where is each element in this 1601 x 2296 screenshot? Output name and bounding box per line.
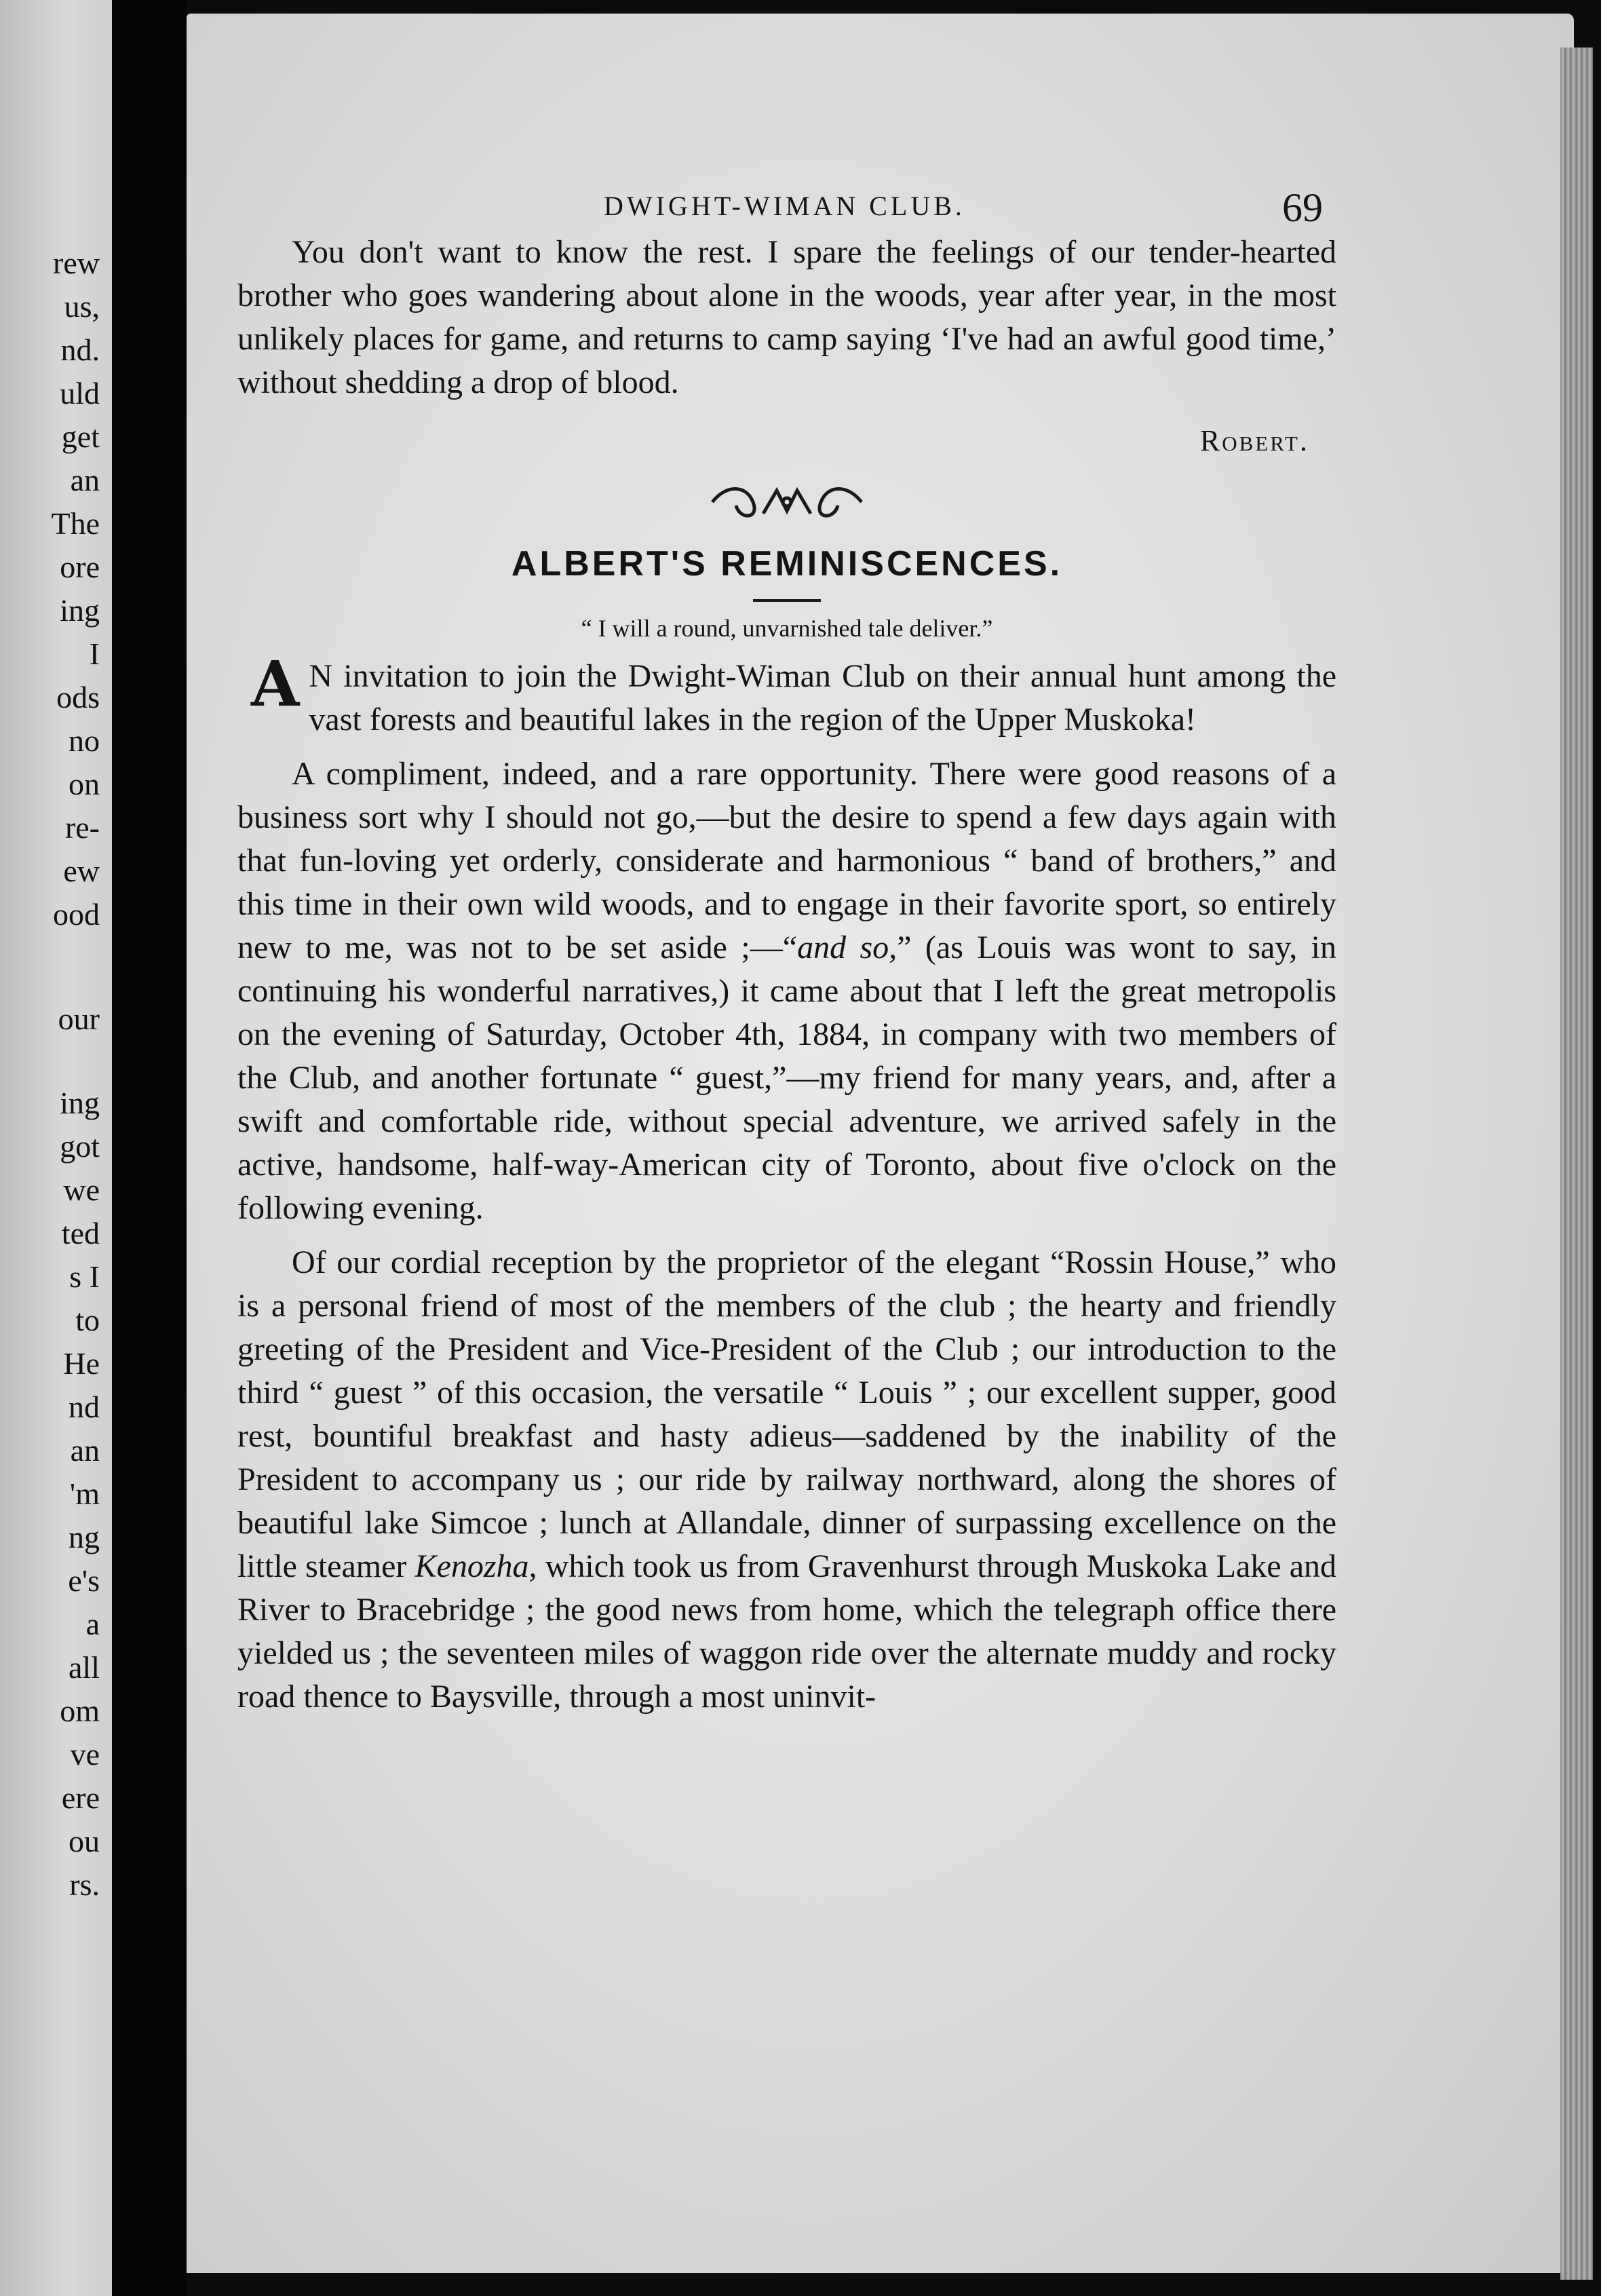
facing-page-fragment: ods	[56, 680, 100, 714]
page-content	[237, 170, 1336, 1719]
facing-page-fragment: get	[61, 419, 100, 454]
facing-page-fragment: a	[85, 1607, 100, 1641]
paragraph-3-text-a: Of our cordial reception by the proprietor of the elegant “Rossin House,” who is a personal friend of most of the members of the club ; the hearty and friendly greeting of the President and Vice-President of the Club ; our introduction to the third “ guest ” of this occasion, the versatile “ Louis ” ; our excellent supper, good rest, bountiful breakfast and hasty adieus—saddened by the inability of the President to accompany us ; our ride by railway northward, along the shores of beautiful lake Simcoe ; lunch at Allandale, dinner of surpassing excellence on the little steamer	[237, 1244, 1336, 1584]
drop-cap: A	[251, 647, 300, 721]
facing-page-fragment: we	[63, 1172, 100, 1207]
facing-page-fragment: om	[60, 1694, 100, 1728]
page-edge	[1560, 47, 1593, 2280]
facing-page-fragment: our	[58, 1001, 100, 1036]
facing-page-fragment: no	[69, 723, 100, 758]
facing-page-fragment: ing	[60, 593, 100, 628]
facing-page-fragment: all	[69, 1650, 100, 1685]
paragraph-3-text-b: which took us from Gravenhurst through Muskoka Lake and River to Bracebridge ; the good news from home, which the telegraph office there yielded us ; the seventeen miles of waggon ride over the alternate muddy and rocky road thence to Baysville, through a most uninvit-	[237, 1548, 1337, 1715]
facing-page-fragment: ted	[61, 1216, 100, 1250]
book-gutter	[112, 0, 187, 2296]
facing-page-fragment: rs.	[69, 1867, 100, 1902]
facing-page-fragment: rew	[53, 246, 100, 280]
facing-page-fragment: on	[69, 767, 100, 801]
title-rule	[753, 599, 821, 602]
facing-page-fragment: ou	[69, 1824, 100, 1858]
facing-page-fragment: ing	[60, 1086, 100, 1120]
facing-page-fragment: ood	[53, 897, 100, 932]
facing-page-fragment: The	[51, 506, 100, 541]
facing-page-fragment: us,	[64, 289, 100, 324]
facing-page-fragment: I	[89, 636, 100, 671]
page-number: 69	[1282, 185, 1323, 230]
running-title: DWIGHT-WIMAN CLUB.	[604, 191, 965, 221]
facing-page-fragment: ve	[70, 1737, 100, 1772]
paragraph-3-italic: Kenozha,	[414, 1548, 537, 1584]
paragraph-2-text-a: A compliment, indeed, and a rare opportunity. There were good reasons of a business sort why I should not go,—but the desire to spend a few days again with that fun-loving yet orderly, considerate and harmonious “ band of brothers,” and this time in their own wild woods, and to engage in their favorite sport, so entirely new to me, was not to be set aside ;—“	[237, 756, 1336, 965]
paragraph-2-italic: and so,	[797, 930, 898, 965]
facing-page-fragment: nd.	[60, 332, 100, 367]
facing-page-fragment: 'm	[69, 1476, 100, 1511]
facing-page-fragment: uld	[60, 376, 100, 410]
body-paragraph-3	[237, 1241, 1336, 1719]
facing-page-fragment: ore	[60, 550, 100, 584]
section-title: ALBERT'S REMINISCENCES.	[511, 544, 1063, 583]
facing-page-fragment: got	[60, 1129, 100, 1164]
facing-page-fragment: an	[70, 1433, 100, 1468]
facing-page-fragment: ere	[61, 1780, 100, 1815]
body-paragraph-2	[237, 752, 1336, 1230]
facing-page-fragment: e's	[68, 1563, 100, 1598]
facing-page	[0, 0, 112, 2296]
author-signature: Robert.	[1199, 424, 1309, 457]
opening-paragraph-text: N invitation to join the Dwight-Wiman Club on their annual hunt among the vast forests and beautiful lakes in the region of the Upper Muskoka!	[309, 658, 1336, 738]
running-head	[237, 170, 1336, 231]
opening-paragraph	[237, 647, 1336, 742]
facing-page-fragment: ew	[63, 854, 100, 888]
paragraph-2-text-b: ” (as Louis was wont to say, in continuing his wonderful narratives,) it came about that I left the great metropolis on the evening of Saturday, October 4th, 1884, in company with two members of the Club, and another fortunate “ guest,”—my friend for many years, and, after a swift and comfortable ride, without special adventure, we arrived safely in the active, handsome, half-way-American city of Toronto, about five o'clock on the following evening.	[237, 930, 1337, 1226]
epigraph: “ I will a round, unvarnished tale deliver.”	[581, 615, 993, 642]
facing-page-fragment: s I	[69, 1259, 100, 1294]
story-ending-paragraph: You don't want to know the rest. I spare the feelings of our tender-hearted brother who goes wandering about alone in the woods, year after year, in the most unlikely places for game, and returns to camp saying ‘I've had an awful good time,’ without shedding a drop of blood.	[237, 234, 1336, 400]
facing-page-fragment: He	[63, 1346, 100, 1381]
ornament-divider-icon	[237, 481, 1336, 529]
facing-page-fragment: an	[70, 463, 100, 497]
facing-page-fragment: ng	[69, 1520, 100, 1554]
facing-page-fragment: nd	[69, 1390, 100, 1424]
facing-page-fragment: to	[75, 1303, 100, 1337]
facing-page-fragment: re-	[64, 810, 100, 845]
